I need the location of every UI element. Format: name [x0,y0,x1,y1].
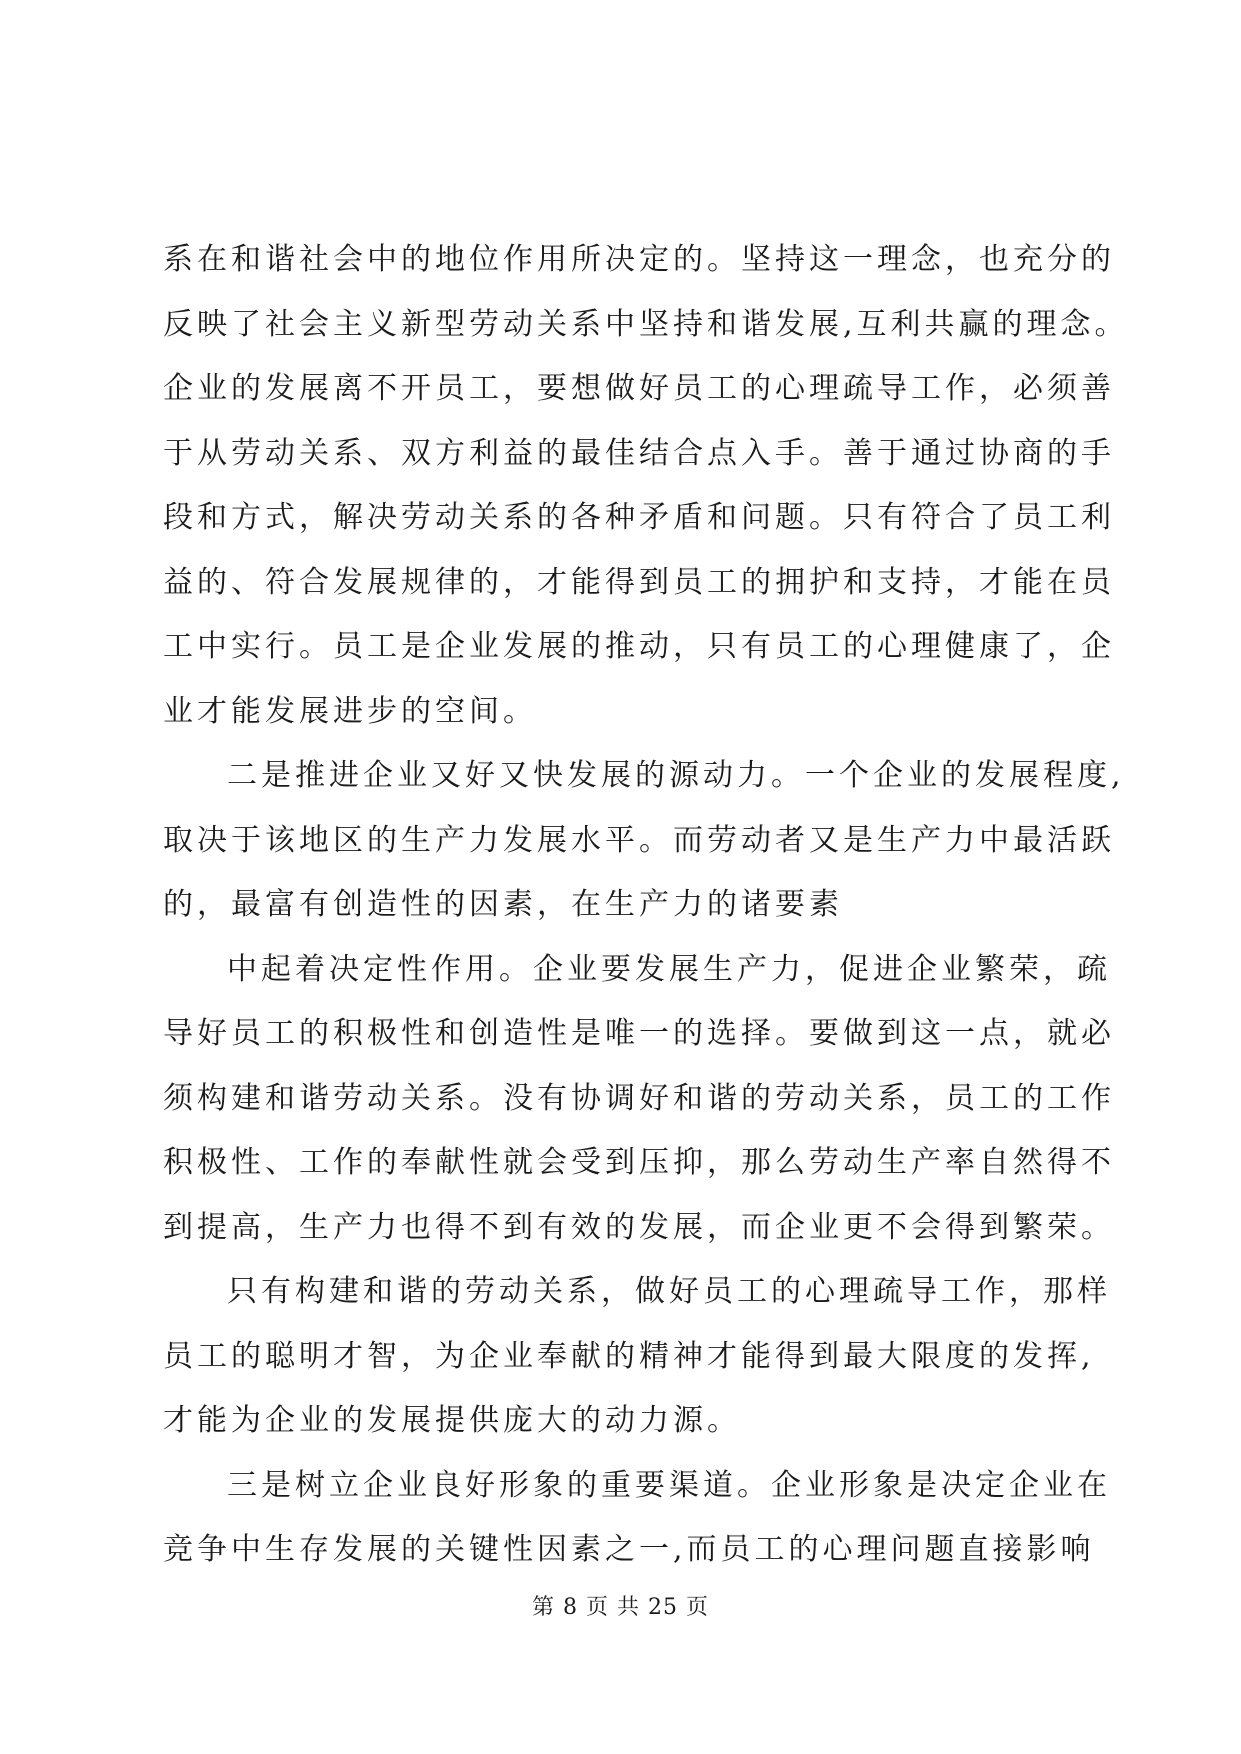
page-footer: 第 8 页 共 25 页 [532,1595,709,1620]
text-line: 二是推进企业又好又快发展的源动力。一个企业的发展程度, [227,758,1125,793]
text-line: 竞争中生存发展的关键性因素之一,而员工的心理问题直接影响 [163,1532,1095,1567]
text-line: 取决于该地区的生产力发展水平。而劳动者又是生产力中最活跃 [163,822,1115,858]
text-line: 积极性、工作的奉献性就会受到压抑，那么劳动生产率自然得不 [163,1145,1115,1180]
text-line: 到提高，生产力也得不到有效的发展，而企业更不会得到繁荣。 [163,1209,1115,1245]
body-text [163,228,1129,1583]
text-line: 员工的聪明才智，为企业奉献的精神才能得到最大限度的发挥, [163,1338,1095,1374]
text-line: 反映了社会主义新型劳动关系中坚持和谐发展,互利共赢的理念。 [163,306,1129,342]
text-line: 才能为企业的发展提供庞大的动力源。 [163,1403,741,1438]
text-line: 益的、符合发展规律的，才能得到员工的拥护和支持，才能在员 [163,564,1115,600]
text-line: 的，最富有创造性的因素，在生产力的诸要素 [163,887,843,922]
text-line: 须构建和谐劳动关系。没有协调好和谐的劳动关系，员工的工作 [163,1080,1115,1116]
text-line: 业才能发展进步的空间。 [163,693,537,729]
text-line: 系在和谐社会中的地位作用所决定的。坚持这一理念，也充分的 [163,242,1115,277]
text-line: 中起着决定性作用。企业要发展生产力，促进企业繁荣，疏 [227,951,1111,987]
text-line: 三是树立企业良好形象的重要渠道。企业形象是决定企业在 [227,1467,1111,1503]
text-line: 于从劳动关系、双方利益的最佳结合点入手。善于通过协商的手 [163,435,1115,471]
text-line: 工中实行。员工是企业发展的推动，只有员工的心理健康了，企 [163,629,1115,664]
text-line: 只有构建和谐的劳动关系，做好员工的心理疏导工作，那样 [227,1274,1111,1309]
text-line: 段和方式，解决劳动关系的各种矛盾和问题。只有符合了员工利 [163,500,1115,535]
text-line: 企业的发展离不开员工，要想做好员工的心理疏导工作，必须善 [163,371,1115,406]
text-line: 导好员工的积极性和创造性是唯一的选择。要做到这一点，就必 [163,1016,1115,1051]
